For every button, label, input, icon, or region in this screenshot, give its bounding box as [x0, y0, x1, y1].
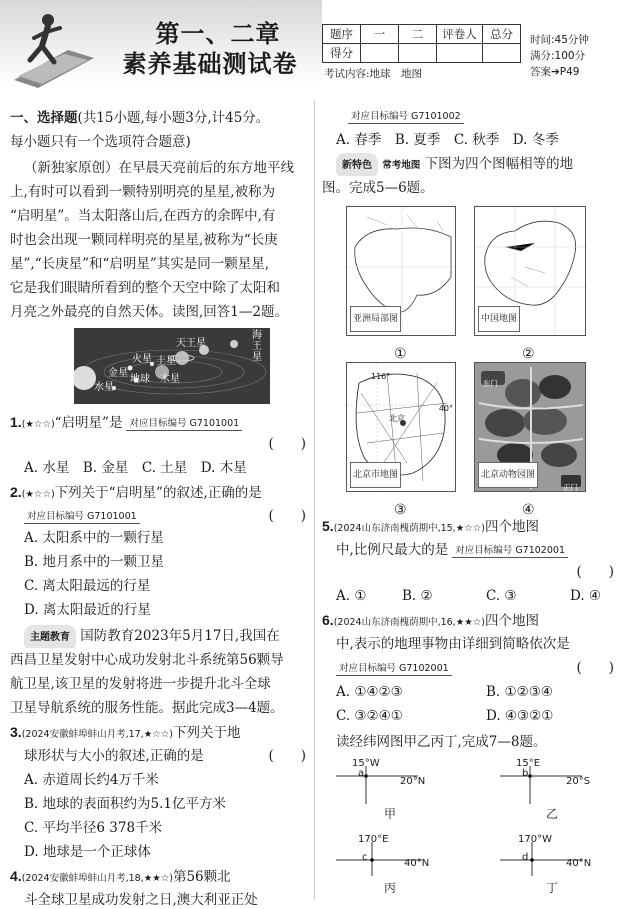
- q6-answer-blank[interactable]: ( ): [576, 660, 614, 676]
- full-score-info: 满分:100分: [530, 50, 586, 62]
- q5-number: 5.: [322, 518, 334, 534]
- planet-label: 金星: [108, 368, 128, 379]
- right-column: [322, 100, 614, 906]
- q5-source: (2024山东济南槐荫期中,15,★☆☆): [333, 523, 485, 534]
- grid-bing-latitude: 40°N: [404, 858, 430, 869]
- section-desc: (共15小题,每小题3分,计45分。: [77, 110, 270, 126]
- planet-label: 地球: [130, 374, 150, 385]
- zoo-entry-label: 东门: [483, 379, 498, 388]
- passage-line: 时也会出现一颗同样明亮的星星,被称为“长庚: [10, 232, 278, 248]
- q3-stem-2: [24, 744, 306, 768]
- answer-ref: 答案➔P49: [530, 66, 580, 78]
- planet-label: 海王星: [252, 330, 262, 363]
- passage-line: 月亮之外最亮的自然天体。读图,回答1—2题。: [10, 304, 288, 320]
- q6-code-row: [336, 656, 614, 680]
- grid-ding-latitude: 40°N: [566, 858, 592, 869]
- grid-jia-name: 甲: [384, 807, 397, 821]
- q1-answer-row: [10, 432, 306, 456]
- q6-stem: [322, 608, 614, 632]
- q3-text-2: 球形状与大小的叙述,正确的是: [24, 748, 204, 764]
- maps-intro: [336, 152, 614, 176]
- title-line-2: 素养基础测试卷: [122, 50, 298, 78]
- score-table-cell[interactable]: [399, 44, 437, 63]
- score-table-cell[interactable]: [361, 44, 399, 63]
- q1-text: “启明星”是: [54, 415, 123, 431]
- grid-jia-longitude: 15°W: [352, 758, 380, 769]
- q2-code: 对应目标编号 G7101001: [24, 511, 140, 524]
- grid-bing: [332, 832, 462, 902]
- q1-stars: (★☆☆): [21, 419, 55, 430]
- passage2-text: 国防教育2023年5月17日,我国在: [80, 628, 280, 644]
- q3-option[interactable]: D. 地球是一个正球体: [24, 844, 151, 860]
- q5-option[interactable]: C. ③: [486, 588, 517, 604]
- china-map-label: 中国地图: [478, 306, 520, 332]
- header: [0, 0, 623, 92]
- beijing-city-map: [346, 362, 456, 492]
- q1-stem: [10, 410, 306, 434]
- q2-option[interactable]: B. 地月系中的一颗卫星: [24, 554, 165, 570]
- q5-code: 对应目标编号 G7102001: [452, 545, 568, 558]
- grid-jia-latitude: 20°N: [400, 776, 426, 787]
- grid-jia: [332, 756, 452, 826]
- passage-line: 它是我们眼睛所看到的整个天空中除了太阳和: [10, 280, 280, 296]
- maps-intro-2: 图。完成5—6题。: [322, 180, 434, 196]
- q2-option[interactable]: C. 离太阳最远的行星: [24, 578, 151, 594]
- q4-number: 4.: [10, 868, 22, 884]
- q6-text: 四个地图: [484, 613, 539, 629]
- q3-option[interactable]: B. 地球的表面积约为5.1亿平方米: [24, 796, 226, 812]
- beijing-zoo-map: [474, 362, 586, 492]
- passage-line: （新独家原创）在早晨天亮前后的东方地平线: [24, 160, 294, 176]
- q2-code-row: [24, 504, 306, 528]
- beijing-zoo-map-label: 北京动物园图: [478, 462, 538, 488]
- q2-option[interactable]: D. 离太阳最近的行星: [24, 602, 151, 618]
- q2-answer-blank[interactable]: ( ): [268, 508, 306, 524]
- grid-ding: [496, 832, 616, 902]
- q2-stars: (★☆☆): [21, 489, 55, 500]
- section-heading: [10, 106, 306, 130]
- solar-system-image: [74, 328, 270, 404]
- grid-bing-point: c: [362, 852, 368, 863]
- q1-number: 1.: [10, 414, 22, 430]
- score-table: [322, 24, 521, 63]
- grid-intro: 读经纬网图甲乙丙丁,完成7—8题。: [336, 734, 547, 750]
- q6-number: 6.: [322, 612, 334, 628]
- q5-option[interactable]: A. ①: [336, 588, 367, 604]
- q2-text: 下列关于“启明星”的叙述,正确的是: [54, 485, 262, 501]
- score-table-cell: 得分: [323, 44, 361, 63]
- q2-option[interactable]: A. 太阳系中的一颗行星: [24, 530, 164, 546]
- grid-ding-name: 丁: [546, 881, 559, 895]
- q6-option[interactable]: C. ③②④①: [336, 708, 403, 724]
- score-table-cell: 二: [399, 25, 437, 44]
- passage-line: “启明星”。当太阳落山后,在西方的余晖中,有: [10, 208, 276, 224]
- q5-answer-row: [322, 560, 614, 584]
- maps-intro-tag: 常考地图: [382, 160, 421, 171]
- grid-jia-point: a: [358, 768, 365, 779]
- q3-source: (2024安徽蚌埠蚌山月考,17,★☆☆): [21, 729, 173, 740]
- q6-stem-2: 中,表示的地理事物由详细到简略依次是: [336, 636, 570, 652]
- q5-stem: [322, 514, 614, 538]
- q6-option[interactable]: B. ①②③④: [486, 684, 553, 700]
- grid-ding-longitude: 170°W: [518, 834, 552, 845]
- q6-option[interactable]: D. ④③②①: [486, 708, 554, 724]
- time-info: 时间:45分钟: [530, 34, 589, 46]
- q4-stem: [10, 864, 306, 888]
- q6-options-row-1: [336, 680, 614, 704]
- planet-label: 土星: [156, 356, 176, 367]
- passage2-line: 航卫星,该卫星的发射将进一步提升北斗全球: [10, 676, 271, 692]
- q4-stem-2: 斗全球卫星成功发射之日,澳大利亚正处: [24, 892, 258, 908]
- passage2-line: 卫星导航系统的服务性能。据此完成3—4题。: [10, 700, 284, 716]
- q4-code: 对应目标编号 G7101002: [348, 111, 464, 124]
- runner-illustration: [8, 10, 100, 88]
- section-desc-2: 每小题只有一个选项符合题意): [10, 134, 191, 150]
- exam-content: 考试内容:地球 地图: [324, 68, 423, 80]
- title-line-1: 第一、二章: [155, 20, 281, 48]
- q3-option[interactable]: C. 平均半径6 378千米: [24, 820, 163, 836]
- new-feature-badge: 新特色: [336, 153, 378, 176]
- q5-options: [336, 584, 614, 608]
- q6-code: 对应目标编号 G7102001: [336, 663, 452, 676]
- q2-stem: [10, 480, 306, 504]
- passage2-line: [24, 624, 306, 648]
- grid-bing-name: 丙: [384, 881, 397, 895]
- q3-stem: [10, 720, 306, 744]
- planet-label: 天王星: [176, 338, 206, 349]
- grid-bing-longitude: 170°E: [358, 834, 389, 845]
- q1-options[interactable]: A. 水星 B. 金星 C. 土星 D. 木星: [24, 460, 247, 476]
- grid-yi-name: 乙: [546, 807, 559, 821]
- q1-answer-blank[interactable]: ( ): [268, 436, 306, 452]
- asia-map-label: 亚洲局部图: [350, 306, 401, 332]
- grid-ding-point: d: [522, 852, 529, 863]
- maps-intro-text: 下图为四个图幅相等的地: [424, 156, 574, 172]
- planet-label: 火星: [132, 354, 152, 365]
- map-number: ①: [394, 346, 407, 362]
- score-table-cell: 一: [361, 25, 399, 44]
- beijing-map-city: 北京: [389, 414, 405, 423]
- q4-options[interactable]: A. 春季 B. 夏季 C. 秋季 D. 冬季: [336, 132, 559, 148]
- q5-option[interactable]: B. ②: [402, 588, 433, 604]
- q3-number: 3.: [10, 724, 22, 740]
- q4-code-row: [348, 104, 614, 128]
- score-table-cell: 题序: [323, 25, 361, 44]
- planet-label: 水星: [94, 382, 114, 393]
- asia-map: [346, 206, 456, 336]
- beijing-map-latitude: 40°: [438, 404, 453, 413]
- q3-option[interactable]: A. 赤道周长约4万千米: [24, 772, 159, 788]
- q6-options-row-2: [336, 704, 614, 728]
- left-column: [10, 106, 306, 906]
- q6-source: (2024山东济南槐荫期中,16,★★☆): [333, 617, 485, 628]
- q5-stem-2: [336, 538, 614, 562]
- section-title: 一、选择题: [10, 110, 78, 126]
- score-table-cell[interactable]: [483, 44, 521, 63]
- zoo-gate-label: 正门: [563, 483, 578, 492]
- grid-yi-latitude: 20°S: [566, 776, 591, 787]
- q2-number: 2.: [10, 484, 22, 500]
- china-map: [474, 206, 586, 336]
- passage2-line: 西昌卫星发射中心成功发射北斗系统第56颗导: [10, 652, 284, 668]
- q5-text-2: 中,比例尺最大的是: [336, 542, 449, 558]
- q3-text: 下列关于地: [172, 725, 241, 741]
- q3-answer-blank[interactable]: ( ): [268, 748, 306, 764]
- theme-badge: 主题教育: [24, 625, 76, 648]
- q5-text: 四个地图: [484, 519, 539, 535]
- q1-code: 对应目标编号 G7101001: [126, 418, 242, 431]
- grid-yi-longitude: 15°E: [516, 758, 541, 769]
- map-number: ②: [522, 346, 535, 362]
- map-number: ③: [394, 502, 407, 518]
- passage-line: 星”,“长庚星”和“启明星”其实是同一颗星星,: [10, 256, 270, 272]
- score-table-cell: 总分: [483, 25, 521, 44]
- q4-source: (2024安徽蚌埠蚌山月考,18,★★☆): [21, 873, 173, 884]
- grid-yi: [496, 756, 616, 826]
- column-divider: [314, 100, 315, 900]
- planet-label: 木星: [160, 374, 180, 385]
- q6-option[interactable]: A. ①④②③: [336, 684, 403, 700]
- map-number: ④: [522, 502, 535, 518]
- passage-line: 上,有时可以看到一颗特别明亮的星星,被称为: [10, 184, 276, 200]
- score-table-cell: 评卷人: [437, 25, 483, 44]
- q5-answer-blank[interactable]: ( ): [576, 564, 614, 580]
- grid-yi-point: b: [522, 768, 529, 779]
- score-table-cell[interactable]: [437, 44, 483, 63]
- beijing-map-longitude: 116°: [371, 372, 391, 381]
- beijing-city-map-label: 北京市地图: [350, 462, 401, 488]
- q4-text: 第56颗北: [172, 869, 231, 885]
- q5-option[interactable]: D. ④: [570, 588, 602, 604]
